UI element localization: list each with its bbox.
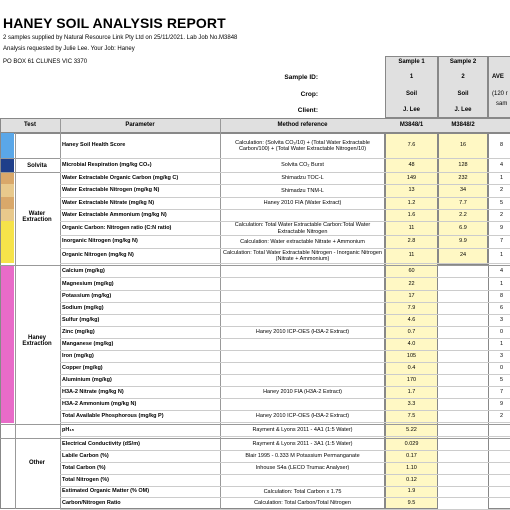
table-row-method: Haney 2010 FIA (H3A-2 Extract): [263, 389, 342, 396]
table-row-parameter: Manganese (mg/kg): [62, 340, 114, 347]
table-row-value-2: 128: [458, 161, 468, 168]
crop-label: Crop:: [300, 91, 318, 98]
table-row-value-1: 0.12: [406, 476, 417, 483]
table-row-average: 0: [500, 364, 504, 371]
table-row-parameter: Zinc (mg/kg): [62, 328, 95, 335]
table-row-value-2: 16: [459, 142, 467, 148]
table-row-value-2: 7.7: [459, 199, 467, 206]
table-row-value-1: 5.22: [406, 426, 417, 433]
colour-swatch: [1, 197, 14, 209]
table-row-average: 6: [500, 304, 504, 311]
table-row-value-1: 7.5: [407, 412, 416, 419]
table-row-average: 7: [500, 238, 504, 244]
table-row-parameter: Total Carbon (%): [62, 464, 106, 471]
table-row-average: 9: [500, 224, 504, 231]
table-row-method: Rayment & Lyons 2011 - 3A1 (1:5 Water): [252, 441, 353, 448]
table-row-value-1: 1.6: [407, 211, 416, 218]
table-row-value-1: 4.0: [407, 340, 416, 347]
table-row-value-1: 11: [408, 224, 415, 231]
table-row-average: 4: [500, 267, 504, 274]
table-row-parameter: Organic Nitrogen (mg/kg N): [62, 252, 134, 258]
table-row-parameter: Electrical Conductivity (dS/m): [62, 440, 140, 447]
table-row-parameter: Total Available Phosphorous (mg/kg P): [62, 412, 164, 419]
report-title: HANEY SOIL ANALYSIS REPORT: [3, 15, 226, 31]
table-row-method: Calculation: Total Carbon/Total Nitrogen: [254, 500, 351, 507]
row-divider: [60, 263, 510, 264]
report-subtitle-2: Analysis requested by Julie Lee. Your Job: Haney: [3, 46, 135, 52]
table-row-parameter: Water Extractable Organic Carbon (mg/kg C): [62, 174, 179, 181]
table-row-parameter: Sulfur (mg/kg): [62, 316, 100, 323]
colour-swatch: [1, 248, 14, 263]
colour-swatch: [1, 235, 14, 248]
table-row-value-1: 48: [408, 161, 415, 168]
table-row-method: Haney 2010 FIA (Water Extract): [263, 200, 342, 207]
table-row-value-1: 4.6: [407, 316, 416, 323]
average-line3: sam: [496, 101, 508, 107]
sample-2-id: 2: [461, 74, 465, 80]
col-test: Test: [24, 122, 36, 128]
table-row-method: Calculation: Water extractable Nitrate + Ammonium: [240, 238, 365, 245]
table-row-average: 8: [500, 142, 504, 148]
table-row-method: Calculation: Total Water Extractable Nitrogen - Inorganic Nitrogen (Nitrate + Ammonium): [223, 249, 382, 262]
table-row-parameter: Microbial Respiration (mg/kg CO₂): [62, 161, 152, 168]
table-row-method: Calculation: Total Water Extractable Carbon:Total Water Extractable Nitrogen: [234, 222, 371, 235]
table-row-parameter: Water Extractable Nitrogen (mg/kg N): [62, 187, 160, 193]
table-row-method: Rayment & Lyons 2011 - 4A1 (1:5 Water): [252, 427, 353, 434]
table-row-average: 4: [500, 161, 504, 168]
table-row-method: Haney 2010 ICP-OES (H3A-2 Extract): [255, 413, 350, 420]
table-row-parameter: Inorganic Nitrogen (mg/kg N): [62, 238, 138, 244]
table-row-parameter: H3A-2 Nitrate (mg/kg N): [62, 388, 124, 395]
table-row-parameter: Sodium (mg/kg): [62, 304, 104, 311]
row-divider: [60, 338, 510, 339]
table-row-average: 1: [500, 174, 504, 181]
table-row-value-1: 149: [406, 174, 417, 181]
section-solvita: Solvita: [27, 163, 47, 169]
table-row-method: Shimadzu TNM-L: [281, 187, 324, 194]
colour-swatch: [1, 158, 14, 172]
sample-2-title: Sample 2: [449, 59, 477, 65]
table-row-average: 5: [500, 199, 504, 206]
table-row-average: 1: [500, 252, 504, 258]
table-row-value-1: 0.4: [407, 364, 416, 371]
row-divider: [60, 422, 510, 423]
table-row-parameter: Aluminium (mg/kg): [62, 376, 112, 383]
table-row-method: Calculation: (Solvita CO₂/10) + (Total Water Extractable Carbon/100) + (Total Water Extractable Nitrogen/10): [235, 139, 370, 152]
table-row-value-1: 2.8: [407, 238, 416, 244]
row-divider: [60, 362, 510, 363]
divider-swatch: [15, 133, 16, 509]
table-row-value-1: 11: [408, 252, 415, 258]
table-row-value-2: 24: [459, 252, 467, 258]
table-row-value-2: 34: [459, 187, 467, 193]
sample-2-crop: Soil: [457, 91, 469, 97]
colour-swatch: [1, 265, 14, 423]
table-row-average: 1: [500, 340, 504, 347]
table-row-average: 1: [500, 280, 504, 287]
table-row-method: Haney 2010 ICP-OES (H3A-2 Extract): [255, 329, 350, 336]
table-row-value-1: 60: [408, 267, 415, 274]
average-header: [488, 56, 510, 118]
table-row-parameter: Labile Carbon (%): [62, 452, 109, 459]
table-row-value-1: 22: [408, 280, 415, 287]
sample-2-client: J. Lee: [454, 107, 472, 113]
table-row-parameter: Carbon/Nitrogen Ratio: [62, 499, 121, 506]
table-row-value-1: 13: [408, 187, 415, 193]
table-row-average: 3: [500, 316, 504, 323]
table-row-value-1: 0.7: [407, 328, 416, 335]
col-sample-1-code: M3848/1: [399, 122, 424, 128]
table-row-value-1: 7.6: [407, 142, 416, 148]
table-row-average: 3: [500, 352, 504, 359]
table-row-method: Calculation: Total Carbon x 1.75: [263, 488, 342, 495]
colour-swatch: [1, 221, 14, 235]
section-haney: Haney Extraction: [22, 335, 52, 347]
table-row-average: 2: [500, 211, 504, 218]
row-divider: [60, 398, 510, 399]
table-row-method: Blair 1995 - 0.333 M Potassium Permanganate: [245, 453, 360, 460]
section-water: Water Extraction: [22, 211, 52, 223]
table-row-value-1: 7.9: [407, 304, 416, 311]
table-row-value-1: 1.9: [407, 488, 416, 494]
table-row-parameter: Iron (mg/kg): [62, 352, 94, 359]
section-other: Other: [28, 460, 45, 466]
row-divider: [60, 436, 510, 437]
sample-1-title: Sample 1: [398, 59, 425, 65]
table-row-average: 5: [500, 376, 504, 383]
table-row-parameter: pH₁₅: [62, 426, 75, 433]
report-address: PO BOX 61 CLUNES VIC 3370: [3, 59, 88, 65]
table-row-parameter: Total Nitrogen (%): [62, 476, 109, 483]
table-row-parameter: Estimated Organic Matter (% OM): [62, 488, 150, 494]
table-row-method: Inhouse S4a (LECO Trumac Analyser): [255, 465, 350, 472]
table-row-parameter: Copper (mg/kg): [62, 364, 103, 371]
table-row-parameter: Water Extractable Nitrate (mg/kg N): [62, 199, 155, 206]
col-method: Method reference: [277, 122, 328, 128]
section-divider: [0, 265, 510, 266]
table-row-average: 0: [500, 328, 504, 335]
table-row-average: 2: [500, 412, 504, 419]
col-parameter: Parameter: [125, 122, 155, 128]
table-row-parameter: Potassium (mg/kg): [62, 292, 112, 299]
client-label: Client:: [297, 107, 318, 114]
row-divider: [60, 374, 510, 375]
row-divider: [60, 350, 510, 351]
table-row-value-2: 6.9: [459, 224, 467, 231]
table-row-method: Solvita CO₂ Burst: [281, 162, 324, 169]
table-row-average: 7: [500, 388, 504, 395]
sample-1-client: J. Lee: [402, 107, 420, 113]
row-divider: [60, 209, 510, 210]
table-row-value-1: 0.17: [406, 452, 417, 459]
table-row-parameter: H3A-2 Ammonium (mg/kg N): [62, 400, 137, 407]
report-subtitle-1: 2 samples supplied by Natural Resource Link Pty Ltd on 25/11/2021. Lab Job No.M3848: [3, 35, 238, 41]
colour-swatch: [1, 184, 14, 197]
colour-swatch: [1, 133, 14, 158]
sample-id-label: Sample ID:: [284, 74, 318, 81]
colour-swatch: [1, 172, 14, 184]
table-row-value-1: 17: [408, 292, 415, 299]
table-row-value-1: 1.10: [406, 464, 417, 471]
sample-1-id: 1: [409, 74, 414, 80]
colour-swatch: [1, 209, 14, 221]
table-row-parameter: Calcium (mg/kg): [62, 267, 105, 274]
table-row-value-1: 9.5: [407, 499, 416, 506]
row-divider: [60, 314, 510, 315]
table-row-value-1: 1.2: [407, 199, 416, 206]
table-row-value-2: 232: [458, 174, 468, 181]
row-divider: [60, 474, 510, 475]
table-row-value-1: 1.7: [407, 388, 416, 395]
table-row-value-1: 0.029: [404, 440, 419, 447]
row-divider: [60, 302, 510, 303]
table-row-average: 8: [500, 292, 504, 299]
table-row-average: 9: [500, 400, 504, 407]
table-row-parameter: Haney Soil Health Score: [62, 142, 126, 148]
table-row-parameter: Magnesium (mg/kg): [62, 280, 114, 287]
table-row-value-2: 2.2: [459, 211, 467, 218]
col-sample-2-code: M3848/2: [451, 122, 475, 128]
table-row-value-1: 170: [406, 376, 417, 383]
table-row-value-2: 9.9: [459, 238, 467, 244]
sample-1-crop: Soil: [405, 91, 417, 97]
row-divider: [60, 277, 510, 278]
table-row-parameter: Water Extractable Ammonium (mg/kg N): [62, 211, 167, 218]
average-line2: (120 r: [492, 91, 508, 97]
table-row-value-1: 3.3: [407, 400, 416, 407]
table-row-parameter: Organic Carbon: Nitrogen ratio (C:N ratio): [62, 224, 172, 231]
row-divider: [60, 290, 510, 291]
table-row-average: 2: [500, 187, 504, 193]
table-row-method: Shimadzu TOC-L: [281, 175, 324, 182]
average-title: AVE: [492, 74, 504, 80]
table-row-value-1: 105: [406, 352, 417, 359]
